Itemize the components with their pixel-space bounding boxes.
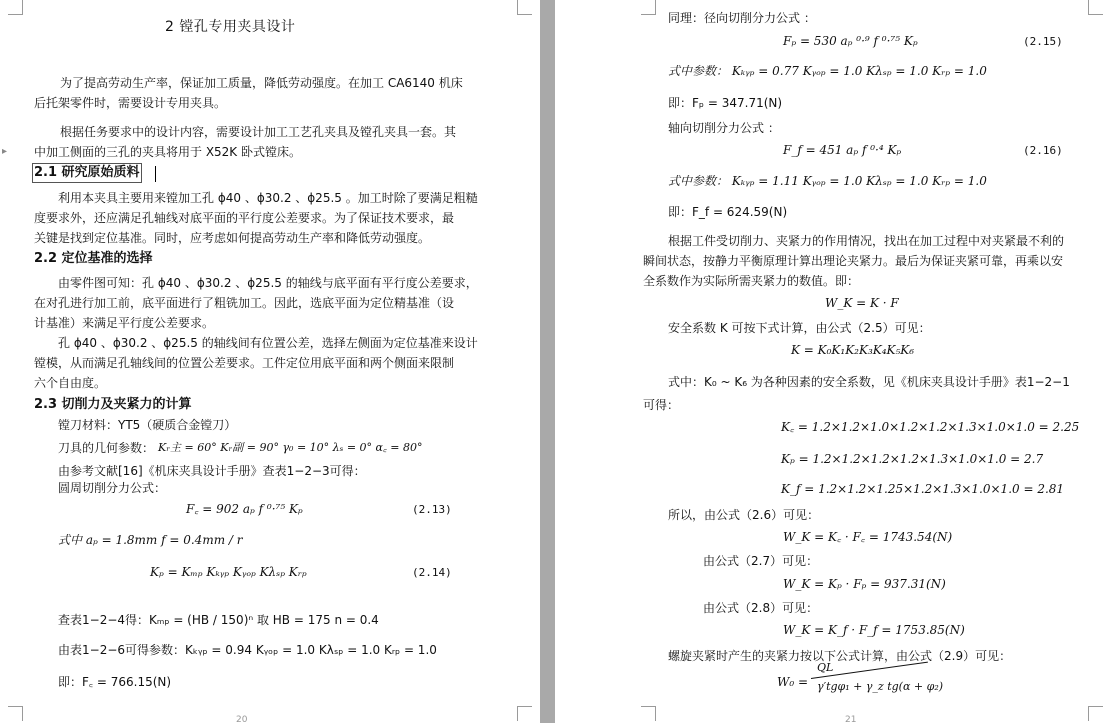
left-page [0,0,540,723]
wk-equation-2: W_K = Kₚ · Fₚ = 937.31(N) [783,577,946,591]
corner-mark [641,0,656,15]
result-line: 即：F_f = 624.59(N) [668,205,788,219]
paragraph-line: 根据工件受切削力、夹紧力的作用情况，找出在加工过程中对夹紧最不利的 [668,234,1065,248]
paragraph-line: 六个自由度。 [34,376,107,390]
section-heading-2-2: 2.2 定位基准的选择 [34,251,153,266]
corner-mark [1088,706,1103,721]
corner-mark [517,0,532,15]
paragraph-line: 孔 ϕ40 、ϕ30.2 、ϕ25.5 的轴线间有位置公差，选择左侧面为定位基准来设计 [58,336,478,350]
tool-material-line: 镗刀材料：YT5（硬质合金镗刀） [58,418,237,432]
formula-label: 圆周切削分力公式： [58,481,167,495]
corner-mark [8,0,23,15]
formula-label: 轴向切削分力公式 ： [668,121,780,135]
page-number: 21 [845,715,857,723]
equation-number: (2.14) [412,566,452,579]
kf-equation: K_f = 1.2×1.2×1.25×1.2×1.3×1.0×1.0 = 2.81 [781,482,1065,496]
result-line: 即：F꜀ = 766.15(N) [58,675,172,689]
paragraph-line: 度要求外，还应满足孔轴线对底平面的平行度公差要求。为了保证技术要求，最 [34,211,455,225]
reference-line: 由参考文献[16]《机床夹具设计手册》查表1−2−3可得： [58,464,366,478]
text-cursor [155,166,156,182]
parameter-line: 式中 aₚ = 1.8mm f = 0.4mm / r [58,533,243,547]
paragraph-line: 瞬间状态，按静力平衡原理计算出理论夹紧力。最后为保证夹紧可靠，再乘以安 [643,254,1064,268]
w0-denominator: γ′tgφ₁ + γ_z tg(α + φ₂) [817,680,944,693]
table-lookup-line: 查表1−2−4得：Kₘₚ = (HB / 150)ⁿ 取 HB = 175 n = 0.4 [58,613,379,627]
coefficient-line: 可得： [643,398,680,412]
paragraph-line: 镗模，从而满足孔轴线间的位置公差要求。工件定位用底平面和两个侧面来限制 [34,356,455,370]
paragraph-line: 计基准）来满足平行度公差要求。 [34,316,215,330]
coefficient-line: 式中：K₀ ~ K₆ 为各种因素的安全系数，见《机床夹具设计手册》表1−2−1 [668,375,1070,389]
page-number: 20 [236,715,248,723]
w0-numerator: QL [817,661,834,674]
paragraph-line: 全系数作为实际所需夹紧力的数值。即： [643,274,860,288]
parameter-line: 式中参数： Kₖᵧₚ = 1.11 Kᵧₒₚ = 1.0 Kλₛₚ = 1.0 Kᵣₚ = 1.0 [668,174,987,188]
safety-factor-line: 安全系数 K 可按下式计算，由公式（2.5）可见： [668,321,931,335]
wk-equation-3: W_K = K_f · F_f = 1753.85(N) [783,623,965,637]
wk-equation-1: W_K = K꜀ · F꜀ = 1743.54(N) [783,530,953,544]
tool-geometry-label: 刀具的几何参数： [58,441,155,455]
corner-mark [1088,0,1103,15]
equation-k: K = K₀K₁K₂K₃K₄K₅K₆ [791,343,915,357]
kc-equation: K꜀ = 1.2×1.2×1.0×1.2×1.2×1.3×1.0×1.0 = 2.25 [781,420,1080,434]
corner-mark [641,706,656,721]
spiral-clamp-line: 螺旋夹紧时产生的夹紧力按以下公式计算，由公式（2.9）可见： [668,649,1012,663]
paragraph-line: 中加工侧面的三孔的夹具将用于 X52K 卧式镗床。 [34,145,301,159]
equation-number: (2.16) [1023,144,1063,157]
formula-label: 同理：径向切削分力公式 ： [668,11,816,25]
equation-2-14: Kₚ = Kₘₚ Kₖᵧₚ Kᵧₒₚ Kλₛₚ Kᵣₚ [150,565,307,579]
indent-marker: ▸ [2,146,8,157]
kp-equation: Kₚ = 1.2×1.2×1.2×1.2×1.3×1.0×1.0 = 2.7 [781,452,1044,466]
paragraph-line: 根据任务要求中的设计内容，需要设计加工工艺孔夹具及镗孔夹具一套。其 [60,125,457,139]
section-heading-2-1[interactable]: 2.1 研究原始质料 [34,165,140,180]
right-page [555,0,1113,723]
table-parameters-line: 由表1−2−6可得参数：Kₖᵧₚ = 0.94 Kᵧₒₚ = 1.0 Kλₛₚ = 1.0 Kᵣₚ = 1.0 [58,643,437,657]
corner-mark [8,706,23,721]
paragraph-line: 关键是找到定位基准。同时，应考虑如何提高劳动生产率和降低劳动强度。 [34,231,431,245]
paragraph-line: 在对孔进行加工前，底平面进行了粗铣加工。因此，选底平面为定位精基准（设 [34,296,455,310]
equation-2-16: F_f = 451 aₚ f ⁰·⁴ Kₚ [783,143,902,157]
chapter-title: 2 镗孔专用夹具设计 [165,19,296,35]
w0-lhs: W₀ = [777,675,809,689]
paragraph-line: 为了提高劳动生产率，保证加工质量，降低劳动强度。在加工 CA6140 机床 [60,76,463,90]
paragraph-line: 后托架零件时，需要设计专用夹具。 [34,96,227,110]
equation-2-15: Fₚ = 530 aₚ ⁰·⁹ f ⁰·⁷⁵ Kₚ [783,34,918,48]
equation-number: (2.13) [412,503,452,516]
equation-wk: W_K = K · F [825,296,899,310]
corner-mark [517,706,532,721]
result-line: 即：Fₚ = 347.71(N) [668,96,783,110]
equation-number: (2.15) [1023,35,1063,48]
paragraph-line: 由零件图可知：孔 ϕ40 、ϕ30.2 、ϕ25.5 的轴线与底平面有平行度公差要求， [58,276,478,290]
formula-reference-line: 由公式（2.8）可见： [703,601,819,615]
formula-reference-line: 所以，由公式（2.6）可见： [668,508,820,522]
parameter-line: 式中参数： Kₖᵧₚ = 0.77 Kᵧₒₚ = 1.0 Kλₛₚ = 1.0 Kᵣₚ = 1.0 [668,64,987,78]
equation-2-13: F꜀ = 902 aₚ f ⁰·⁷⁵ Kₚ [186,502,303,516]
formula-reference-line: 由公式（2.7）可见： [703,554,819,568]
section-heading-2-3: 2.3 切削力及夹紧力的计算 [34,397,192,412]
tool-geometry-values: Kᵣ主 = 60° Kᵣ副 = 90° γ₀ = 10° λₛ = 0° α꜀ = 80° [158,441,423,454]
paragraph-line: 利用本夹具主要用来镗加工孔 ϕ40 、ϕ30.2 、ϕ25.5 。加工时除了要满足粗糙 [58,191,478,205]
